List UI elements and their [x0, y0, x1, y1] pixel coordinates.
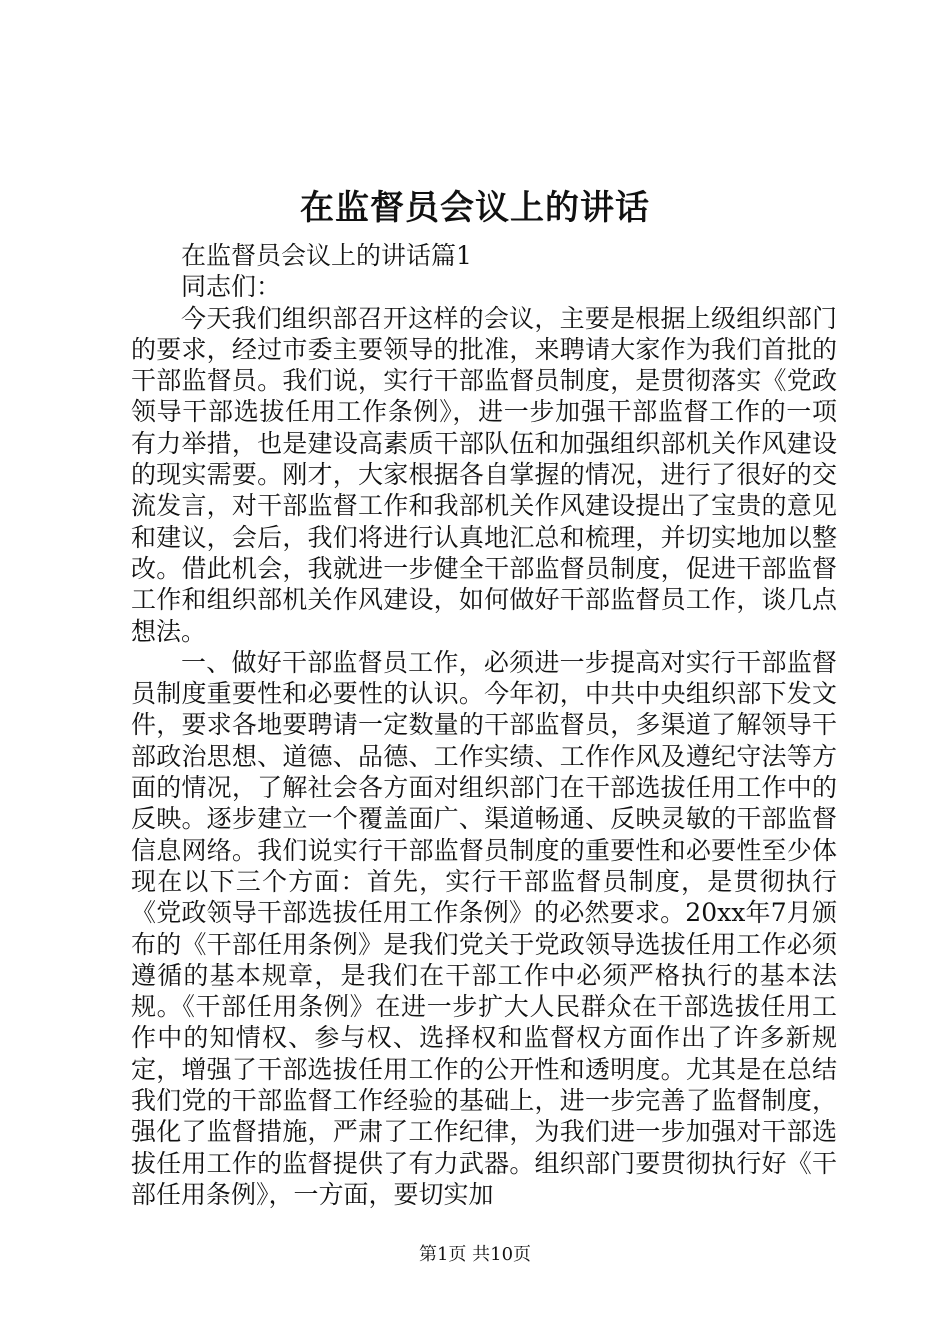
document-title: 在监督员会议上的讲话 [300, 188, 650, 228]
subtitle: 在监督员会议上的讲话篇1 [181, 241, 472, 270]
body-paragraph: 今天我们组织部召开这样的会议，主要是根据上级组织部门的要求，经过市委主要领导的批准，来聘请大家作为我们首批的干部监督员。我们说，实行干部监督员制度，是贯彻落实《党政领导干部选拔任用工作条例》，进一步加强干部监督工作的一项有力举措，也是建设高素质干部队伍和加强组织部机关作风建设的现实需要。刚才，大家根据各自掌握的情况，进行了很好的交流发言，对干部监督工作和我部机关作风建设提出了宝贵的意见和建议，会后，我们将进行认真地汇总和梳理，并切实地加以整改。借此机会，我就进一步健全干部监督员制度，促进干部监督工作和组织部机关作风建设，如何做好干部监督员工作，谈几点想法。 [131, 303, 837, 646]
document-body [131, 240, 837, 1210]
body-paragraph: 一、做好干部监督员工作，必须进一步提高对实行干部监督员制度重要性和必要性的认识。今年初，中共中央组织部下发文件，要求各地要聘请一定数量的干部监督员，多渠道了解领导干部政治思想、道德、品德、工作实绩、工作作风及遵纪守法等方面的情况，了解社会各方面对组织部门在干部选拔任用工作中的反映。逐步建立一个覆盖面广、渠道畅通、反映灵敏的干部监督信息网络。我们说实行干部监督员制度的重要性和必要性至少体现在以下三个方面：首先，实行干部监督员制度，是贯彻执行《党政领导干部选拔任用工作条例》的必然要求。20xx年7月颁布的《干部任用条例》是我们党关于党政领导选拔任用工作必须遵循的基本规章，是我们在干部工作中必须严格执行的基本法规。《干部任用条例》在进一步扩大人民群众在干部选拔任用工作中的知情权、参与权、选择权和监督权方面作出了许多新规定，增强了干部选拔任用工作的公开性和透明度。尤其是在总结我们党的干部监督工作经验的基础上，进一步完善了监督制度，强化了监督措施，严肃了工作纪律，为我们进一步加强对干部选拔任用工作的监督提供了有力武器。组织部门要贯彻执行好《干部任用条例》，一方面，要切实加 [131, 647, 837, 1209]
page-footer: 第1页 共10页 [418, 1244, 532, 1265]
salutation: 同志们： [181, 272, 282, 302]
